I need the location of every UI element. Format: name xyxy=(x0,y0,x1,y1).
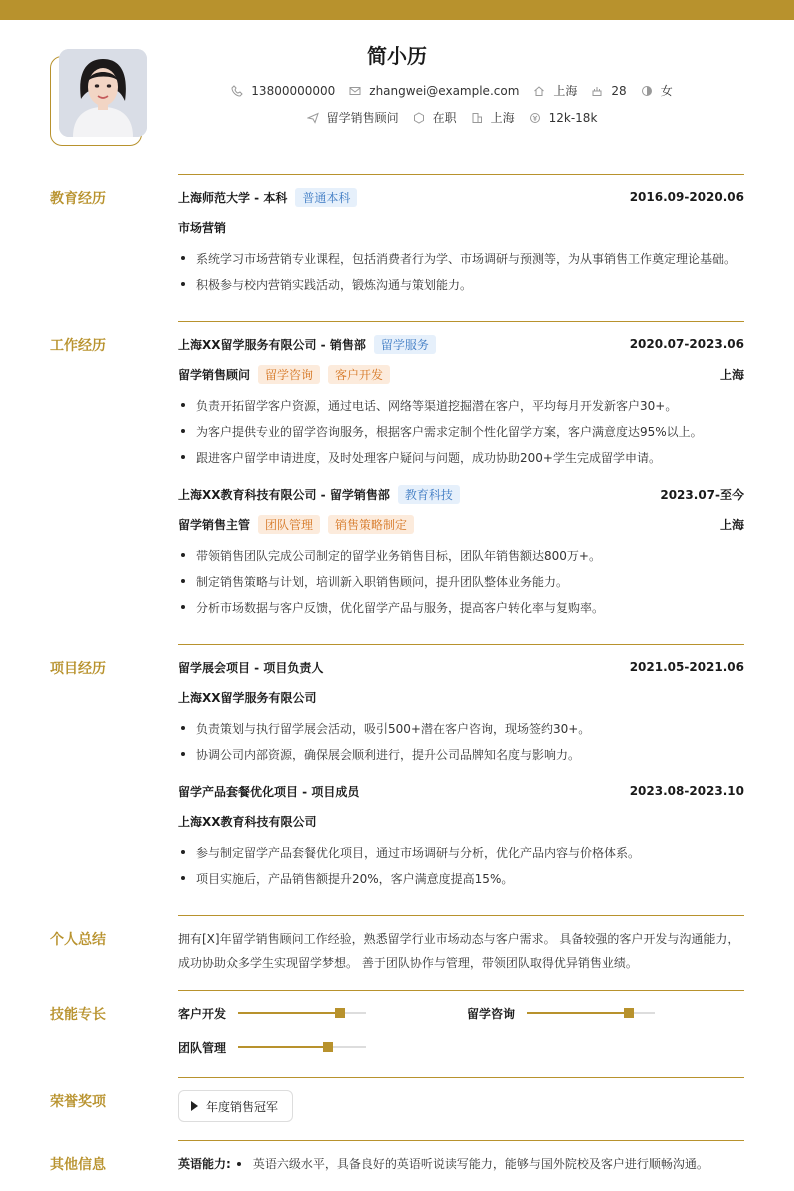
project-org: 上海XX留学服务有限公司 xyxy=(178,690,317,705)
section-divider xyxy=(178,990,744,991)
skill-tag: 留学咨询 xyxy=(258,365,320,384)
phone-text: 13800000000 xyxy=(251,83,336,98)
section-divider xyxy=(178,644,744,645)
section-divider xyxy=(178,1077,744,1078)
email-info xyxy=(349,84,519,98)
section-title: 技能专长 xyxy=(50,1007,106,1023)
job-header-row xyxy=(178,485,744,503)
play-icon xyxy=(191,1101,198,1111)
summary-line: 拥有[X]年留学销售顾问工作经验，熟悉留学行业市场动态与客户需求。 具备较强的客户开发与沟通能力， xyxy=(178,932,740,946)
project-bullets xyxy=(178,715,744,767)
section-divider xyxy=(178,1140,744,1141)
age-info xyxy=(591,84,626,98)
target-city-text: 上海 xyxy=(490,111,515,125)
skills-section xyxy=(50,990,744,1070)
project-name: 留学产品套餐优化项目 - 项目成员 xyxy=(178,784,360,799)
list-item: 积极参与校内营销实践活动，锻炼沟通与策划能力。 xyxy=(178,271,744,297)
skill-item xyxy=(467,1004,655,1022)
education-date: 2016.09-2020.06 xyxy=(629,190,744,204)
status-info xyxy=(413,109,457,126)
skill-bar xyxy=(238,1012,366,1014)
position-row xyxy=(178,515,744,533)
skill-fill xyxy=(238,1012,340,1014)
skill-tag: 团队管理 xyxy=(258,515,320,534)
section-title: 荣誉奖项 xyxy=(50,1094,106,1110)
phone-icon xyxy=(231,85,243,97)
project-header-row xyxy=(178,658,744,676)
status-icon xyxy=(413,112,425,124)
school-name: 上海师范大学 - 本科 xyxy=(178,190,288,205)
award-name: 年度销售冠军 xyxy=(206,1099,279,1114)
industry-tag: 留学服务 xyxy=(374,335,436,354)
industry-tag: 教育科技 xyxy=(398,485,460,504)
age-text: 28 xyxy=(611,83,627,98)
coin-icon xyxy=(529,112,541,124)
major: 市场营销 xyxy=(178,220,227,235)
target-city-info xyxy=(471,109,515,126)
skill-fill xyxy=(238,1046,328,1048)
skill-knob xyxy=(335,1008,345,1018)
summary-text xyxy=(178,927,744,975)
list-item: 带领销售团队完成公司制定的留学业务销售目标，团队年销售额达800万+。 xyxy=(178,542,744,568)
gender-text: 女 xyxy=(660,84,673,98)
position: 留学销售主管 xyxy=(178,517,251,532)
section-title: 项目经历 xyxy=(50,661,106,677)
list-item: 负责策划与执行留学展会活动，吸引500+潜在客户咨询，现场签约30+。 xyxy=(178,715,744,741)
position-row xyxy=(178,365,744,383)
phone-info xyxy=(231,84,335,98)
company-name: 上海XX留学服务有限公司 - 销售部 xyxy=(178,337,366,352)
major-row xyxy=(178,218,744,236)
job-row xyxy=(0,109,794,126)
salary-text: 12k-18k xyxy=(548,110,598,125)
skill-bar xyxy=(238,1046,366,1048)
section-title: 个人总结 xyxy=(50,932,106,948)
skill-bar xyxy=(527,1012,655,1014)
project-header-row xyxy=(178,782,744,800)
list-item: 分析市场数据与客户反馈，优化留学产品与服务，提高客户转化率与复购率。 xyxy=(178,594,744,620)
status-text: 在职 xyxy=(432,111,457,125)
project-org: 上海XX教育科技有限公司 xyxy=(178,814,317,829)
section-divider xyxy=(178,321,744,322)
section-divider xyxy=(178,915,744,916)
projects-section xyxy=(50,644,744,904)
skill-knob xyxy=(323,1042,333,1052)
honors-section xyxy=(50,1077,744,1137)
home-icon xyxy=(533,85,545,97)
list-item: 制定销售策略与计划，培训新入职销售顾问，提升团队整体业务能力。 xyxy=(178,568,744,594)
section-title: 其他信息 xyxy=(50,1157,106,1173)
skill-name: 团队管理 xyxy=(178,1040,227,1055)
cake-icon xyxy=(591,85,603,97)
list-item: 参与制定留学产品套餐优化项目，通过市场调研与分析，优化产品内容与价格体系。 xyxy=(178,839,744,865)
other-label: 英语能力: xyxy=(178,1157,231,1171)
work-section xyxy=(50,321,744,631)
project-date: 2021.05-2021.06 xyxy=(629,660,744,674)
skill-tag: 客户开发 xyxy=(328,365,390,384)
resume-header xyxy=(0,20,794,170)
company-name: 上海XX教育科技有限公司 - 留学销售部 xyxy=(178,487,390,502)
skill-fill xyxy=(527,1012,629,1014)
skill-item xyxy=(178,1038,366,1056)
bullet-dot xyxy=(237,1162,241,1166)
job-text: 留学销售顾问 xyxy=(326,111,399,125)
education-header-row xyxy=(178,188,744,206)
contact-row xyxy=(0,82,794,99)
list-item: 为客户提供专业的留学咨询服务，根据客户需求定制个性化留学方案，客户满意度达95%以上。 xyxy=(178,418,744,444)
education-bullets xyxy=(178,245,744,297)
email-text: zhangwei@example.com xyxy=(369,83,520,98)
city-text: 上海 xyxy=(553,84,578,98)
project-org-row xyxy=(178,812,744,830)
city-info xyxy=(533,82,577,99)
job-header-row xyxy=(178,335,744,353)
mail-icon xyxy=(349,85,361,97)
building-icon xyxy=(471,112,483,124)
candidate-name: 简小历 xyxy=(367,44,427,68)
salary-info xyxy=(529,111,598,125)
job-date: 2020.07-2023.06 xyxy=(629,337,744,351)
skill-name: 客户开发 xyxy=(178,1006,227,1021)
project-bullets xyxy=(178,839,744,891)
section-divider xyxy=(178,174,744,175)
section-title: 教育经历 xyxy=(50,191,106,207)
list-item: 负责开拓留学客户资源，通过电话、网络等渠道挖掘潜在客户，平均每月开发新客户30+。 xyxy=(178,392,744,418)
other-info-row xyxy=(178,1155,709,1172)
position: 留学销售顾问 xyxy=(178,367,251,382)
skill-item xyxy=(178,1004,366,1022)
other-section xyxy=(50,1140,744,1185)
project-date: 2023.08-2023.10 xyxy=(629,784,744,798)
job-info xyxy=(307,109,399,126)
job-city: 上海 xyxy=(719,517,744,532)
gender-info xyxy=(641,82,673,99)
other-text: 英语六级水平，具备良好的英语听说读写能力，能够与国外院校及客户进行顺畅沟通。 xyxy=(252,1157,709,1171)
job-bullets xyxy=(178,542,744,620)
list-item: 协调公司内部资源，确保展会顺利进行，提升公司品牌知名度与影响力。 xyxy=(178,741,744,767)
education-section xyxy=(50,174,744,304)
send-icon xyxy=(307,112,319,124)
award-item xyxy=(178,1090,293,1122)
skill-knob xyxy=(624,1008,634,1018)
project-org-row xyxy=(178,688,744,706)
list-item: 系统学习市场营销专业课程，包括消费者行为学、市场调研与预测等，为从事销售工作奠定理论基础。 xyxy=(178,245,744,271)
list-item: 项目实施后，产品销售额提升20%，客户满意度提高15%。 xyxy=(178,865,744,891)
project-name: 留学展会项目 - 项目负责人 xyxy=(178,660,324,675)
summary-line: 成功协助众多学生实现留学梦想。 善于团队协作与管理，带领团队取得优异销售业绩。 xyxy=(178,956,638,970)
job-city: 上海 xyxy=(719,367,744,382)
skill-tag: 销售策略制定 xyxy=(328,515,414,534)
list-item: 跟进客户留学申请进度，及时处理客户疑问与问题，成功协助200+学生完成留学申请。 xyxy=(178,444,744,470)
gender-icon xyxy=(641,85,653,97)
job-bullets xyxy=(178,392,744,470)
education-tag: 普通本科 xyxy=(295,188,357,207)
skill-name: 留学咨询 xyxy=(467,1006,516,1021)
summary-section xyxy=(50,915,744,985)
section-title: 工作经历 xyxy=(50,338,106,354)
top-accent-bar xyxy=(0,0,794,20)
job-date: 2023.07-至今 xyxy=(660,487,744,502)
